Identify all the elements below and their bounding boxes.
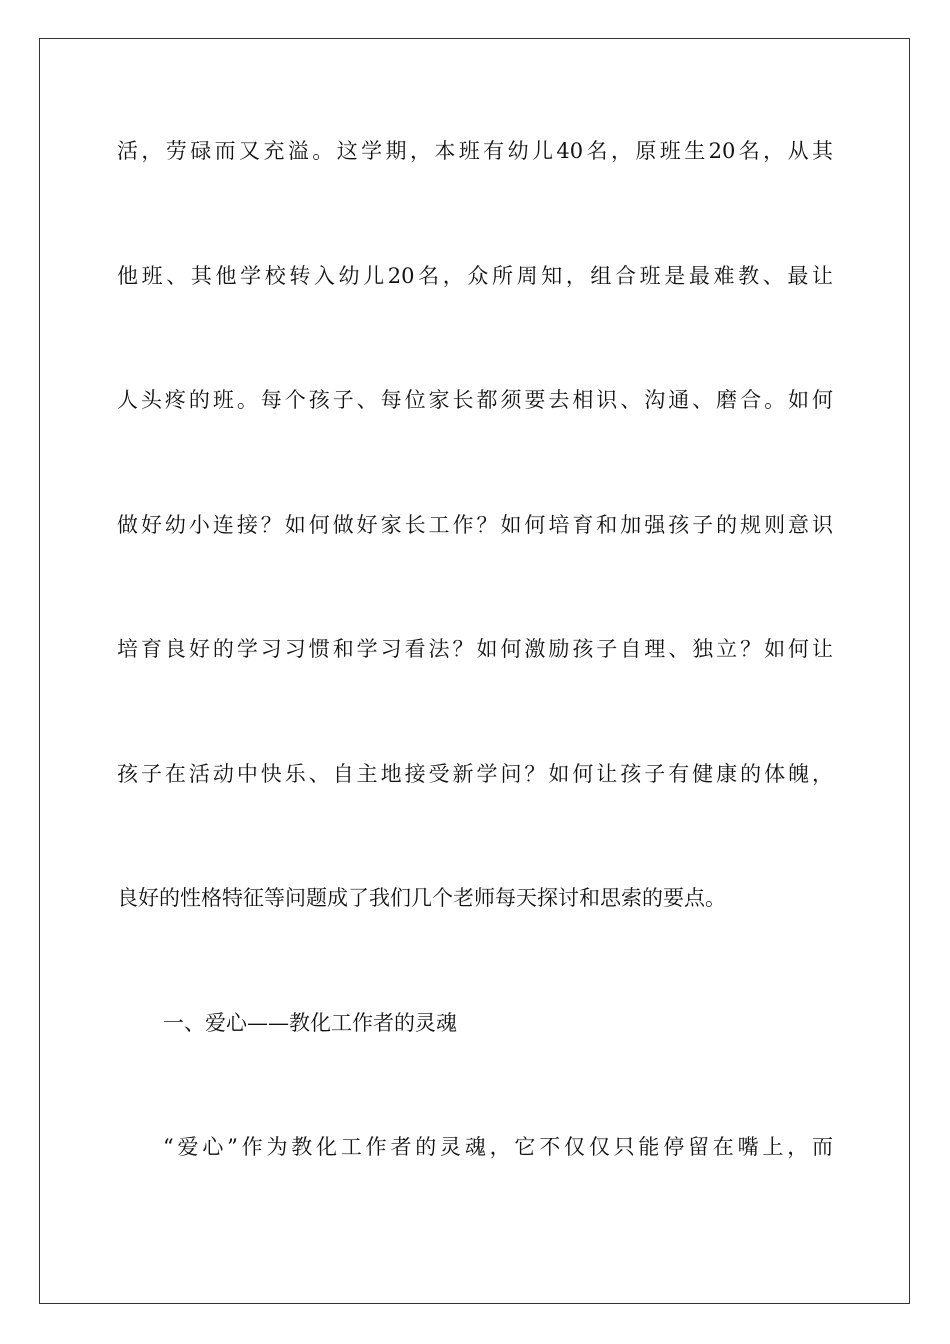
page-frame xyxy=(39,38,910,1304)
body-text-line-6: 孩子在活动中快乐、自主地接受新学问？如何让孩子有健康的体魄， xyxy=(117,762,833,786)
body-text-line-1: 活，劳碌而又充溢。这学期，本班有幼儿40名，原班生20名，从其 xyxy=(117,139,833,163)
body-text-line-5: 培育良好的学习习惯和学习看法？如何激励孩子自理、独立？如何让 xyxy=(117,637,833,661)
paragraph-first-line: “爱心”作为教化工作者的灵魂，它不仅仅只能停留在嘴上，而 xyxy=(163,1135,833,1159)
body-text-line-3: 人头疼的班。每个孩子、每位家长都须要去相识、沟通、磨合。如何 xyxy=(117,388,833,412)
section-heading: 一、爱心——教化工作者的灵魂 xyxy=(163,1011,457,1035)
body-text-line-7: 良好的性格特征等问题成了我们几个老师每天探讨和思索的要点。 xyxy=(117,886,726,910)
body-text-line-4: 做好幼小连接？如何做好家长工作？如何培育和加强孩子的规则意识 xyxy=(117,513,833,537)
body-text-line-2: 他班、其他学校转入幼儿20名，众所周知，组合班是最难教、最让 xyxy=(117,264,833,288)
